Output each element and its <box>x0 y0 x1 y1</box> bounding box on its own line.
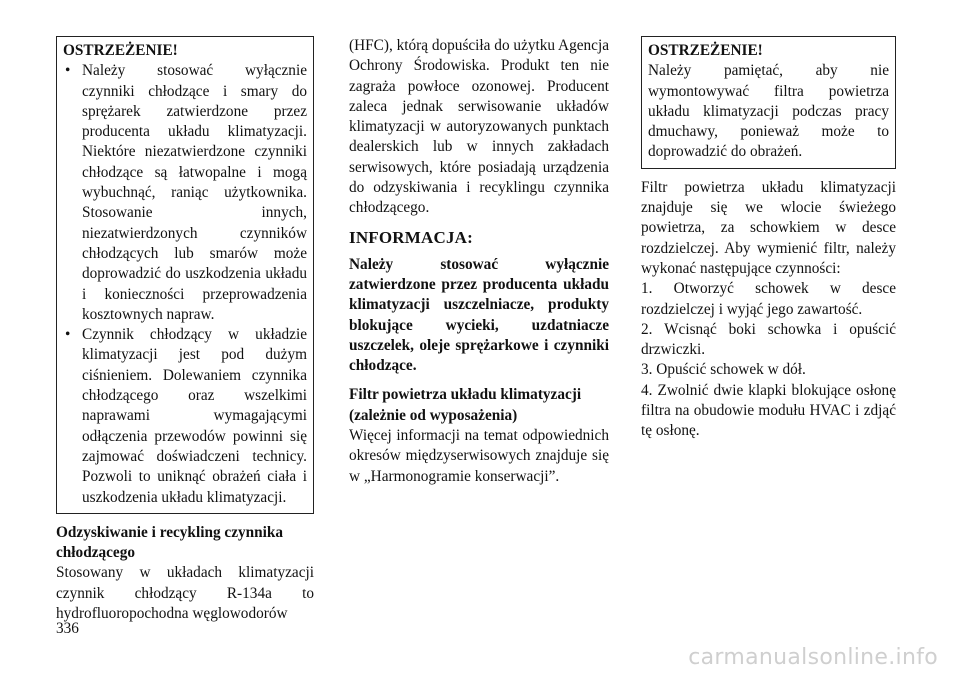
step-item: 2. Wcisnąć boki schowka i opuścić drzwiczki. <box>641 320 896 359</box>
continued-text: (HFC), którą dopuściła do użytku Agencja Ochrony Środowiska. Produkt ten nie zagraża powłoce ozonowej. Producent zaleca jednak serwisowanie układów klimatyzacji w autoryzowanych punktach dealerskich lub w innych zakładach serwisowych, które posiadają urządzenia do odzyskiwania i recyklingu czynnika chłodzącego. <box>349 37 609 217</box>
warning-bullet-item <box>63 325 307 508</box>
warning-title: OSTRZEŻENIE! <box>648 42 763 59</box>
warning-bullet-item <box>63 61 307 325</box>
watermark: carmanualsonline.info <box>688 645 938 670</box>
section-text-recovery: Stosowany w układach klimatyzacji czynnik chłodzący R-134a to hydrofluoropochodna węglowodorów <box>56 564 314 623</box>
warning-bullet-list <box>63 61 307 508</box>
bullet-icon: • <box>65 326 71 344</box>
info-heading: INFORMACJA: <box>349 227 474 247</box>
warning-box-refrigerant <box>56 36 314 514</box>
left-column <box>56 36 314 624</box>
page-number: 336 <box>56 620 79 637</box>
info-text: Należy stosować wyłącznie zatwierdzone przez producenta układu klimatyzacji uszczelniacze, produkty blokujące wycieki, uzdatniacze uszczelek, oleje sprężarkowe i czynniki chłodzące. <box>349 255 609 375</box>
warning-bullet-text: Należy stosować wyłącznie czynniki chłodzące i smary do sprężarek zatwierdzone przez producenta układu klimatyzacji. Niektóre niezatwierdzone czynniki chłodzące są łatwopalne i mogą wybuchnąć, raniąc użytkownika. Stosowanie innych, niezatwierdzonych czynników chłodzących lub smarów może doprowadzić do uszkodzenia układu i konieczności przeprowadzenia kosztownych napraw. <box>82 62 307 323</box>
warning-title: OSTRZEŻENIE! <box>63 42 178 59</box>
bullet-icon: • <box>65 62 71 80</box>
filter-text: Więcej informacji na temat odpowiednich okresów międzyserwisowych znajduje się w „Harmonogramie konserwacji”. <box>349 427 609 485</box>
warning-box-filter <box>641 36 896 169</box>
warning-bullet-text: Czynnik chłodzący w układzie klimatyzacji jest pod dużym ciśnieniem. Dolewaniem czynnika chłodzącego oraz wszelkimi naprawami wymagającymi odłączenia przewodów powinni się zajmować doświadczeni technicy. Pozwoli to uniknąć obrażeń ciała i uszkodzenia układu klimatyzacji. <box>82 326 307 506</box>
step-item: 4. Zwolnić dwie klapki blokujące osłonę filtra na obudowie modułu HVAC i zdjąć tę osłonę. <box>641 381 896 440</box>
step-item: 3. Opuścić schowek w dół. <box>641 361 806 379</box>
section-heading-recovery: Odzyskiwanie i recykling czynnika chłodzącego <box>56 523 284 562</box>
warning-text: Należy pamiętać, aby nie wymontowywać filtra powietrza układu klimatyzacji podczas pracy dmuchawy, ponieważ może to doprowadzić do obrażeń. <box>648 62 889 161</box>
filter-intro-text: Filtr powietrza układu klimatyzacji znajduje się we wlocie świeżego powietrza, za schowkiem w desce rozdzielczej. Aby wymienić filtr, należy wykonać następujące czynności: <box>641 178 896 277</box>
middle-column <box>349 36 609 487</box>
filter-heading: Filtr powietrza układu klimatyzacji (zależnie od wyposażenia) <box>349 386 582 424</box>
right-column <box>641 36 896 442</box>
step-item: 1. Otworzyć schowek w desce rozdzielczej i wyjąć jego zawartość. <box>641 280 896 318</box>
